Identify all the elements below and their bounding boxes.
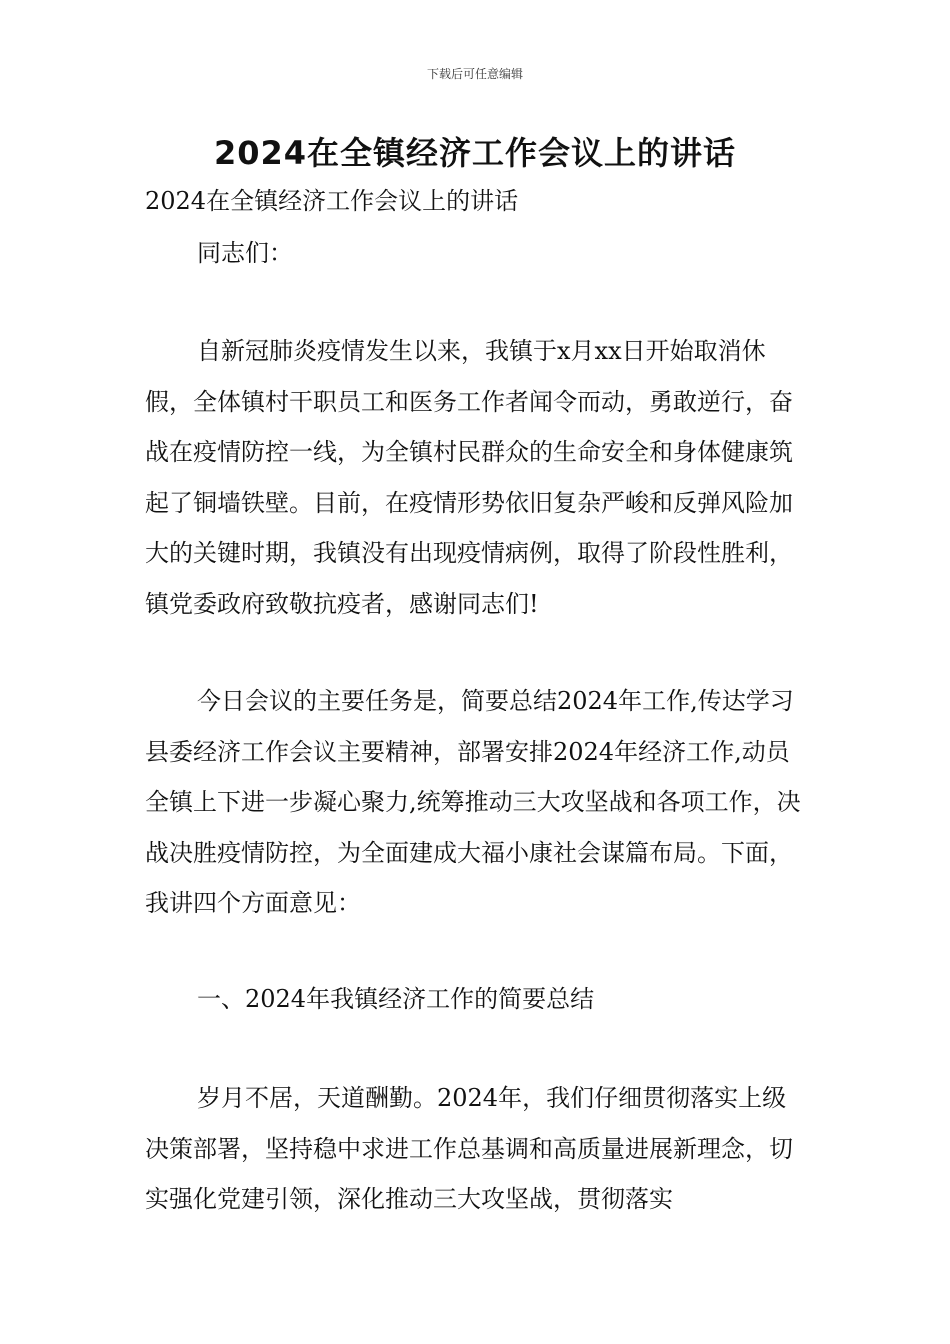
header-note: 下载后可任意编辑 <box>426 67 523 81</box>
paragraph-1: 自新冠肺炎疫情发生以来，我镇于x月xx日开始取消休假，全体镇村干职员工和医务工作者闻令而动，勇敢逆行，奋战在疫情防控一线，为全镇村民群众的生命安全和身体健康筑起了铜墙铁壁。目前，在疫情形势依旧复杂严峻和反弹风险加大的关键时期，我镇没有出现疫情病例，取得了阶段性胜利，镇党委政府致敬抗疫者，感谢同志们! <box>145 337 793 618</box>
section-heading: 一、2024年我镇经济工作的简要总结 <box>197 985 595 1013</box>
section-paragraph: 岁月不居，天道酬勤。2024年，我们仔细贯彻落实上级决策部署，坚持稳中求进工作总基调和高质量进展新理念，切实强化党建引领，深化推动三大攻坚战，贯彻落实 <box>145 1084 793 1213</box>
document-subtitle: 2024在全镇经济工作会议上的讲话 <box>145 187 519 215</box>
paragraph-2: 今日会议的主要任务是，简要总结2024年工作,传达学习县委经济工作会议主要精神，部署安排2024年经济工作,动员全镇上下进一步凝心聚力,统筹推动三大攻坚战和各项工作，决战决胜疫情防控，为全面建成大福小康社会谋篇布局。下面，我讲四个方面意见： <box>145 687 801 917</box>
document-title: 2024在全镇经济工作会议上的讲话 <box>213 134 737 172</box>
salutation: 同志们： <box>197 239 293 267</box>
